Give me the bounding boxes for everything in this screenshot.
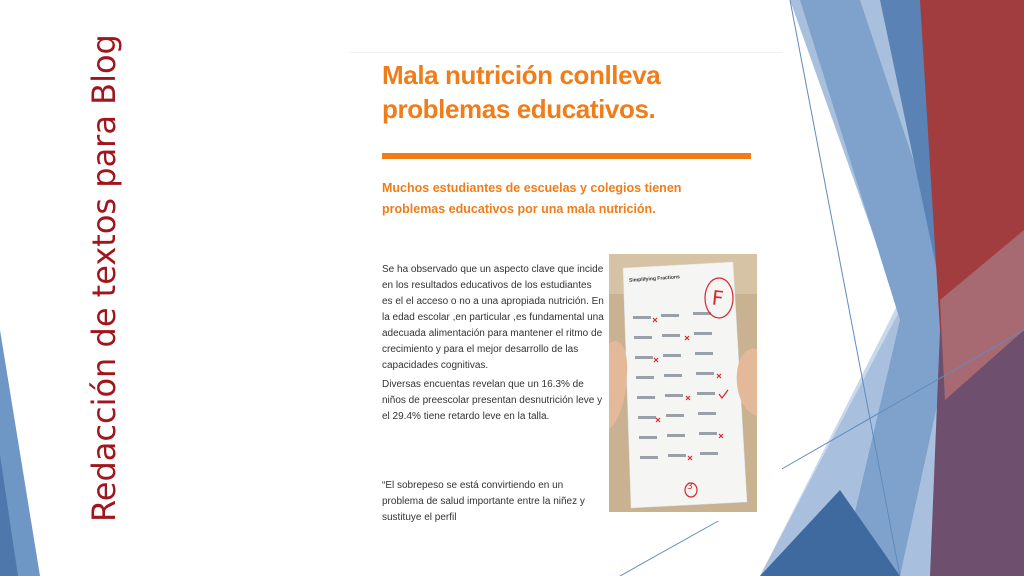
- article-headline: Mala nutrición conlleva problemas educativos.: [382, 60, 661, 124]
- worksheet-title: Simplifying Fractions: [628, 274, 680, 284]
- article-paragraph-3: “El sobrepeso se está convirtiendo en un problema de salud importante entre la niñez y sustituye el perfil: [382, 480, 585, 523]
- worksheet-illustration: [609, 254, 757, 512]
- article-paragraph-1: Se ha observado que un aspecto clave que incide en los resultados educativos de los estudiantes es el el acceso o no a una apropiada nutrición. En la edad escolar ,en particular ,es fundamental una adecuada alimentación para mantener el ritmo de crecimiento y para el mejor desarrollo de las capacidades cognitivas.: [382, 264, 604, 371]
- worksheet-paper: [623, 262, 747, 508]
- grade-mark: F: [710, 285, 725, 311]
- deco-line-3: [620, 520, 720, 576]
- slide-title-vertical: Redacción de textos para Blog: [85, 34, 123, 522]
- article-subtitle: Muchos estudiantes de escuelas y colegios tienen problemas educativos por una mala nutrición.: [382, 181, 682, 216]
- orange-divider: [382, 153, 751, 159]
- score-mark: 3: [687, 482, 693, 492]
- article-paragraph-2: Diversas encuentas revelan que un 16.3% de niños de preescolar presentan desnutrición leve y el 29.4% tiene retardo leve en la talla.: [382, 379, 603, 422]
- worksheet-photo: [609, 254, 757, 512]
